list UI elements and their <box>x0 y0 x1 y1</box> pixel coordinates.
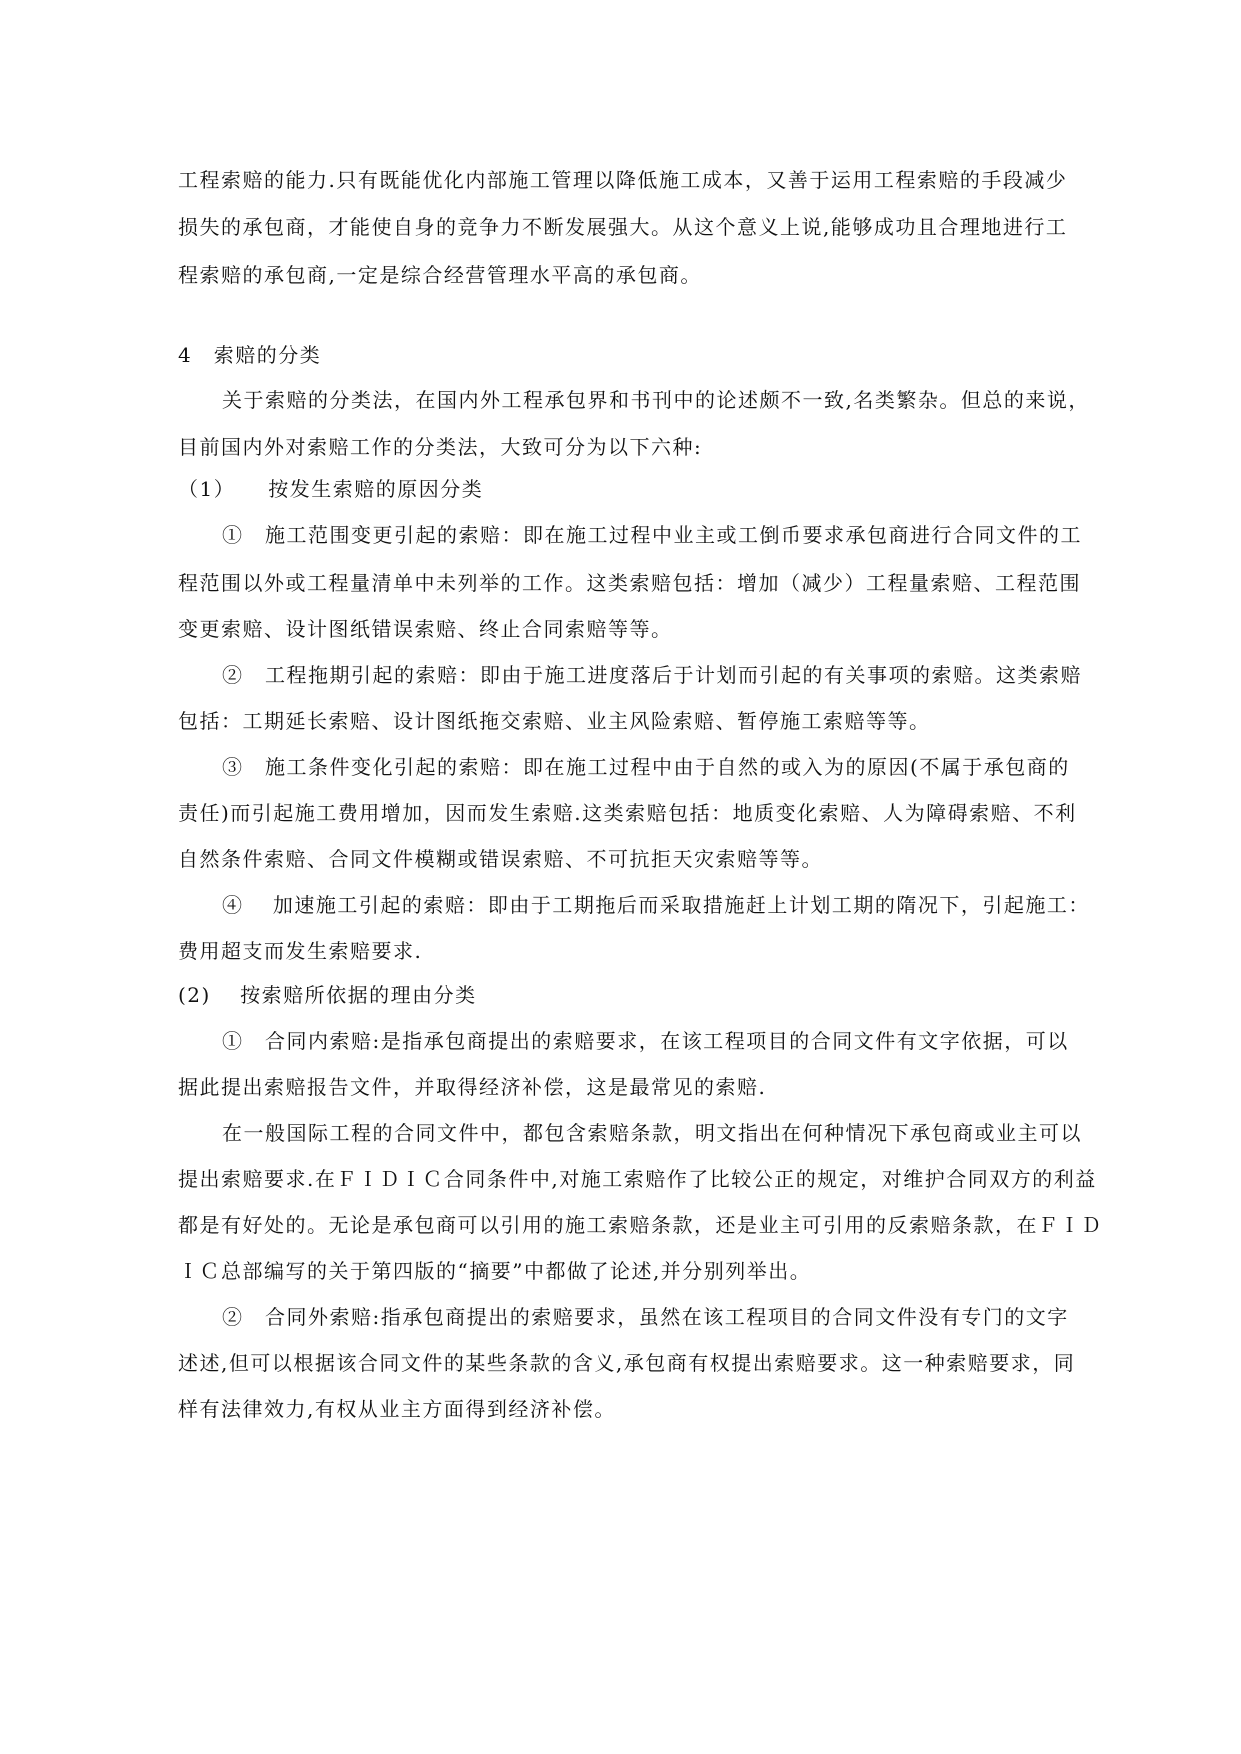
category-2-heading: (2) 按索赔所依据的理由分类 <box>178 983 477 1007</box>
cat2-item-line-4: 提出索赔要求.在ＦＩＤＩＣ合同条件中,对施工索赔作了比较公正的规定，对维护合同双方的利益 <box>178 1167 1097 1191</box>
intro-line-3: 程索赔的承包商,一定是综合经营管理水平高的承包商。 <box>178 263 702 287</box>
cat1-item-line-4: ② 工程拖期引起的索赔：即由于施工进度落后于计划而引起的有关事项的索赔。这类索赔 <box>222 663 1082 687</box>
cat2-item-line-6: ＩＣ总部编写的关于第四版的“摘要”中都做了论述,并分别列举出。 <box>178 1259 812 1283</box>
cat1-item-line-10: 费用超支而发生索赔要求. <box>178 939 423 963</box>
cat1-item-line-9: ④ 加速施工引起的索赔：即由于工期拖后而采取措施赶上计划工期的隋况下，引起施工： <box>222 893 1090 917</box>
section-intro-line-1: 关于索赔的分类法，在国内外工程承包界和书刊中的论述颇不一致,名类繁杂。但总的来说， <box>222 388 1090 412</box>
cat1-item-line-8: 自然条件索赔、合同文件模糊或错误索赔、不可抗拒天灾索赔等等。 <box>178 847 823 871</box>
cat1-item-line-7: 责任)而引起施工费用增加，因而发生索赔.这类索赔包括：地质变化索赔、人为障碍索赔、不利 <box>178 801 1077 825</box>
section-heading: 4 索赔的分类 <box>178 343 322 367</box>
cat2-item-line-1: ① 合同内索赔:是指承包商提出的索赔要求，在该工程项目的合同文件有文字依据，可以 <box>222 1029 1069 1053</box>
cat2-item-line-8: 述述,但可以根据该合同文件的某些条款的含义,承包商有权提出索赔要求。这一种索赔要求，同 <box>178 1351 1076 1375</box>
cat1-item-line-3: 变更索赔、设计图纸错误索赔、终止合同索赔等等。 <box>178 617 673 641</box>
cat2-item-line-9: 样有法律效力,有权从业主方面得到经济补偿。 <box>178 1397 616 1421</box>
cat2-item-line-5: 都是有好处的。无论是承包商可以引用的施工索赔条款，还是业主可引用的反索赔条款，在ＦＩＤ <box>178 1213 1103 1237</box>
cat1-item-line-5: 包括：工期延长索赔、设计图纸拖交索赔、业主风险索赔、暂停施工索赔等等。 <box>178 709 931 733</box>
category-1-heading: （1） 按发生索赔的原因分类 <box>178 477 484 501</box>
cat2-item-line-3: 在一般国际工程的合同文件中，都包含索赔条款，明文指出在何种情况下承包商或业主可以 <box>222 1121 1082 1145</box>
intro-line-1: 工程索赔的能力.只有既能优化内部施工管理以降低施工成本，又善于运用工程索赔的手段减少 <box>178 168 1068 192</box>
cat2-item-line-7: ② 合同外索赔:指承包商提出的索赔要求，虽然在该工程项目的合同文件没有专门的文字 <box>222 1305 1069 1329</box>
cat1-item-line-6: ③ 施工条件变化引起的索赔：即在施工过程中由于自然的或入为的原因(不属于承包商的 <box>222 755 1070 779</box>
intro-line-2: 损失的承包商，才能使自身的竞争力不断发展强大。从这个意义上说,能够成功且合理地进行工 <box>178 215 1068 239</box>
cat1-item-line-2: 程范围以外或工程量清单中未列举的工作。这类索赔包括：增加（减少）工程量索赔、工程范围 <box>178 571 1081 595</box>
cat2-item-line-2: 据此提出索赔报告文件，并取得经济补偿，这是最常见的索赔. <box>178 1075 767 1099</box>
cat1-item-line-1: ① 施工范围变更引起的索赔：即在施工过程中业主或工倒币要求承包商进行合同文件的工 <box>222 523 1082 547</box>
section-intro-line-2: 目前国内外对索赔工作的分类法，大致可分为以下六种: <box>178 435 703 459</box>
